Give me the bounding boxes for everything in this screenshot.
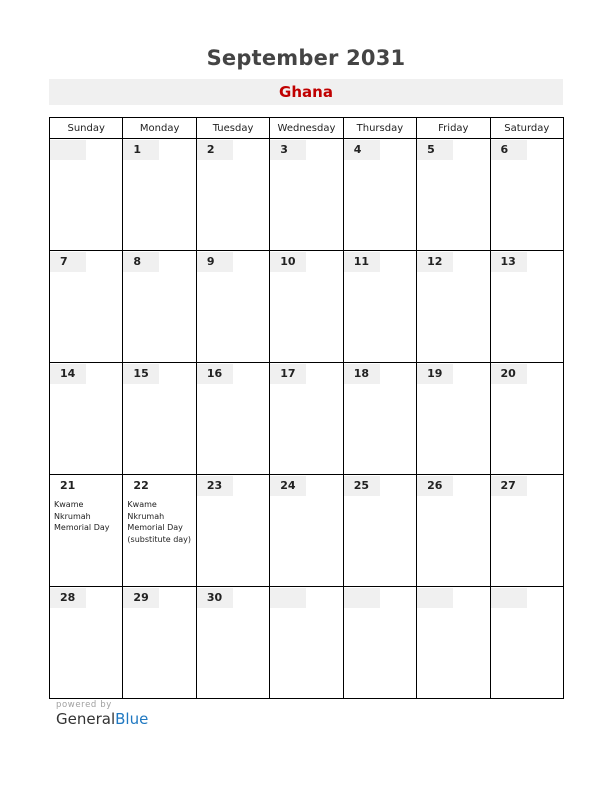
day-number: 27: [491, 476, 527, 496]
day-number: 20: [491, 364, 527, 384]
day-cell[interactable]: [270, 363, 343, 475]
day-cell[interactable]: [123, 363, 196, 475]
day-cell[interactable]: [490, 139, 563, 251]
day-cell[interactable]: [123, 139, 196, 251]
footer: [56, 700, 148, 728]
day-cell[interactable]: [196, 139, 269, 251]
day-number: 3: [270, 140, 306, 160]
day-cell[interactable]: [50, 475, 123, 587]
holiday-label: Kwame Nkrumah Memorial Day (substitute day): [127, 500, 192, 544]
day-number: 16: [197, 364, 233, 384]
day-number: 6: [491, 140, 527, 160]
day-number: 19: [417, 364, 453, 384]
day-cell[interactable]: [270, 251, 343, 363]
day-number: 8: [123, 252, 159, 272]
country-label: Ghana: [49, 79, 563, 105]
day-cell[interactable]: [417, 363, 490, 475]
day-cell[interactable]: [343, 475, 416, 587]
powered-by-text: powered by: [56, 700, 112, 710]
day-number: 17: [270, 364, 306, 384]
holiday-label: Kwame Nkrumah Memorial Day: [54, 500, 110, 532]
day-cell[interactable]: [196, 251, 269, 363]
day-number: 12: [417, 252, 453, 272]
weekday-header: Friday: [417, 118, 490, 139]
weekday-header: Saturday: [490, 118, 563, 139]
day-number: 4: [344, 140, 380, 160]
day-cell[interactable]: [343, 139, 416, 251]
week-row: [50, 363, 564, 475]
day-number: 18: [344, 364, 380, 384]
day-number: 1: [123, 140, 159, 160]
day-number: 7: [50, 252, 86, 272]
day-cell[interactable]: [490, 587, 563, 699]
week-row: [50, 587, 564, 699]
day-number: 10: [270, 252, 306, 272]
day-number: 24: [270, 476, 306, 496]
day-number: [270, 588, 306, 608]
calendar-grid: [49, 117, 564, 699]
day-cell[interactable]: [196, 475, 269, 587]
day-cell[interactable]: [123, 587, 196, 699]
day-number: [344, 588, 380, 608]
day-cell[interactable]: [50, 363, 123, 475]
day-cell[interactable]: [343, 363, 416, 475]
day-number: 30: [197, 588, 233, 608]
day-cell[interactable]: [417, 475, 490, 587]
weekday-header: Tuesday: [196, 118, 269, 139]
day-number: 11: [344, 252, 380, 272]
day-cell[interactable]: [343, 251, 416, 363]
day-number: 21: [60, 479, 76, 492]
day-number: 15: [123, 364, 159, 384]
day-cell[interactable]: [417, 251, 490, 363]
day-cell[interactable]: [50, 587, 123, 699]
day-number: [491, 588, 527, 608]
day-number: 9: [197, 252, 233, 272]
weekday-header: Monday: [123, 118, 196, 139]
day-number: 25: [344, 476, 380, 496]
day-cell[interactable]: [196, 587, 269, 699]
day-cell[interactable]: [50, 139, 123, 251]
weekday-header: Wednesday: [270, 118, 343, 139]
day-number: [417, 588, 453, 608]
day-cell[interactable]: [196, 363, 269, 475]
day-number: 22: [133, 479, 149, 492]
day-cell[interactable]: [417, 587, 490, 699]
day-cell[interactable]: [490, 251, 563, 363]
weekday-header: Thursday: [343, 118, 416, 139]
week-row: [50, 475, 564, 587]
day-cell[interactable]: [417, 139, 490, 251]
day-cell[interactable]: [123, 251, 196, 363]
week-row: [50, 139, 564, 251]
weekday-header: Sunday: [50, 118, 123, 139]
day-cell[interactable]: [490, 475, 563, 587]
day-cell[interactable]: [50, 251, 123, 363]
day-number: 5: [417, 140, 453, 160]
day-number: [50, 140, 86, 160]
day-cell[interactable]: [343, 587, 416, 699]
page-title: September 2031: [206, 46, 406, 70]
brand-logo[interactable]: [56, 710, 148, 728]
brand-general: General: [56, 710, 116, 728]
day-number: 13: [491, 252, 527, 272]
day-number: 23: [197, 476, 233, 496]
day-number: 14: [50, 364, 86, 384]
day-cell[interactable]: [490, 363, 563, 475]
day-number: 29: [123, 588, 159, 608]
weekday-header-row: [50, 118, 564, 139]
day-cell[interactable]: [270, 139, 343, 251]
day-number: 2: [197, 140, 233, 160]
day-cell[interactable]: [123, 475, 196, 587]
day-cell[interactable]: [270, 475, 343, 587]
day-number: 28: [50, 588, 86, 608]
week-row: [50, 251, 564, 363]
day-cell[interactable]: [270, 587, 343, 699]
day-number: 26: [417, 476, 453, 496]
brand-blue: Blue: [115, 710, 149, 728]
